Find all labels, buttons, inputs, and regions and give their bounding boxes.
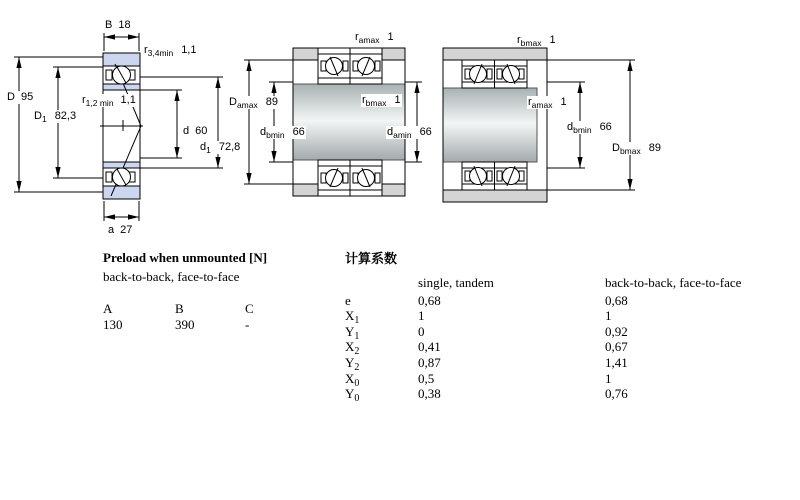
dim-symbol: a bbox=[108, 224, 115, 236]
dim-symbol: d bbox=[387, 126, 394, 138]
dim-value: 27 bbox=[120, 224, 133, 236]
factor-label: $X_0$ bbox=[345, 370, 360, 389]
dim-label-dbmin-2: $d_{bmin}$ 66 bbox=[567, 121, 612, 135]
factor-label: $Y_0$ bbox=[345, 386, 360, 405]
dim-label-D1: $D_1$ 82,3 bbox=[34, 110, 77, 124]
dim-value: 1 bbox=[394, 94, 401, 106]
bearing-pair-bottom bbox=[318, 160, 382, 196]
dim-value: 95 bbox=[20, 91, 34, 103]
housing-block bbox=[382, 48, 405, 60]
factor-value: 0,67 bbox=[605, 339, 628, 355]
column-header: B bbox=[175, 301, 184, 316]
dim-value: 1,1 bbox=[120, 94, 136, 106]
dim-label-d bbox=[182, 125, 208, 138]
dim-value: 1 bbox=[549, 34, 556, 46]
factor-label: e bbox=[345, 292, 351, 308]
dim-value: 82,3 bbox=[54, 110, 77, 122]
dim-symbol: d bbox=[567, 121, 574, 133]
dim-symbol: D bbox=[34, 110, 42, 122]
preload-table bbox=[103, 250, 353, 333]
housing-block bbox=[443, 48, 547, 60]
factor-value: 0,68 bbox=[418, 292, 441, 308]
calculation-factors-table bbox=[345, 248, 785, 405]
factors-table-title: 计算系数 bbox=[345, 251, 398, 266]
dim-label-r34: $r_{3,4min}$ 1,1 bbox=[144, 44, 197, 58]
factor-label: $Y_1$ bbox=[345, 323, 360, 342]
dim-label-r12: $r_{1,2 min}$ 1,1 bbox=[82, 94, 136, 108]
dim-label-dbmin: $d_{bmin}$ 66 bbox=[260, 126, 305, 140]
housing-block bbox=[293, 184, 318, 196]
factor-value: 0,38 bbox=[418, 386, 441, 402]
dimension-a bbox=[104, 201, 139, 221]
dim-symbol: B bbox=[105, 19, 113, 31]
factor-value: 1 bbox=[605, 370, 612, 386]
factor-value: 0,5 bbox=[418, 370, 435, 386]
dim-symbol: D bbox=[229, 96, 237, 108]
dim-label-rbmax: $r_{bmax}$ 1 bbox=[362, 94, 401, 108]
factor-label: $X_2$ bbox=[345, 339, 360, 358]
dim-label-damin: $d_{amin}$ 66 bbox=[387, 126, 432, 140]
dim-symbol: r bbox=[528, 96, 532, 108]
dimension-damin bbox=[405, 82, 422, 162]
housing-block bbox=[382, 184, 405, 196]
dim-value: 72,8 bbox=[218, 141, 241, 153]
column-header: C bbox=[245, 301, 254, 316]
factor-value: 1,41 bbox=[605, 354, 628, 370]
dim-label-Dbmax: $D_{bmax}$ 89 bbox=[612, 142, 661, 156]
factor-value: 0 bbox=[418, 323, 425, 339]
dim-value: 66 bbox=[599, 121, 612, 133]
dim-value: 1 bbox=[387, 31, 394, 43]
dim-value: 89 bbox=[265, 96, 278, 108]
dim-value: 66 bbox=[292, 126, 305, 138]
preload-value: 130 bbox=[103, 317, 123, 332]
dim-value: 66 bbox=[419, 126, 432, 138]
dim-label-Damax: $D_{amax}$ 89 bbox=[229, 96, 278, 110]
dim-label-a bbox=[107, 224, 133, 237]
dim-value: 1 bbox=[560, 96, 567, 108]
dimension-B bbox=[104, 33, 139, 51]
factor-value: 1 bbox=[605, 308, 612, 324]
housing-block bbox=[443, 190, 547, 202]
bearing-pair-bottom bbox=[462, 162, 527, 190]
dim-symbol: r bbox=[144, 44, 148, 56]
dim-value: 60 bbox=[195, 125, 208, 137]
factor-value: 0,92 bbox=[605, 323, 628, 339]
column-header: single, tandem bbox=[418, 275, 494, 290]
factor-label: $Y_2$ bbox=[345, 354, 360, 373]
dim-label-ramax-2: $r_{amax}$ 1 bbox=[528, 96, 567, 110]
preload-table-grid bbox=[103, 301, 353, 333]
spacer-cell bbox=[345, 275, 418, 291]
bearing-technical-drawing bbox=[0, 0, 800, 245]
dim-label-ramax: $r_{amax}$ 1 bbox=[355, 31, 394, 45]
column-header: A bbox=[103, 301, 113, 316]
dim-symbol: r bbox=[82, 94, 86, 106]
factor-value: 0,68 bbox=[605, 292, 628, 308]
dimension-Damax bbox=[244, 60, 293, 184]
dim-label-B bbox=[104, 19, 132, 32]
shaft bbox=[443, 88, 537, 162]
dim-label-rbmax-2: $r_{bmax}$ 1 bbox=[517, 34, 556, 48]
housing-block bbox=[293, 48, 318, 60]
dim-value: 18 bbox=[118, 19, 131, 31]
dim-value: 1,1 bbox=[181, 44, 197, 56]
dim-symbol: r bbox=[362, 94, 366, 106]
dim-symbol: D bbox=[612, 142, 620, 154]
factor-value: 0,87 bbox=[418, 354, 441, 370]
bearing-lower-section bbox=[103, 126, 141, 199]
preload-table-title: Preload when unmounted [N] bbox=[103, 250, 268, 265]
bearing-pair-top bbox=[462, 60, 527, 88]
dim-symbol: d bbox=[183, 125, 190, 137]
dimension-dbmin bbox=[269, 82, 293, 162]
dim-label-D bbox=[6, 91, 34, 104]
dim-symbol: r bbox=[355, 31, 359, 43]
bearing-upper-section bbox=[103, 53, 141, 126]
dim-label-d1: $d_1$ 72,8 bbox=[200, 141, 241, 155]
preload-value: 390 bbox=[175, 317, 195, 332]
factor-value: 0,41 bbox=[418, 339, 441, 355]
dim-symbol: d bbox=[260, 126, 267, 138]
dim-value: 89 bbox=[648, 142, 661, 154]
mounting-diagram-a bbox=[244, 48, 422, 196]
bearing-pair-top bbox=[318, 48, 382, 84]
preload-value: - bbox=[245, 317, 250, 332]
preload-table-subtitle: back-to-back, face-to-face bbox=[103, 269, 240, 284]
factor-label: $X_1$ bbox=[345, 308, 360, 327]
dim-symbol: D bbox=[7, 91, 15, 103]
column-header: back-to-back, face-to-face bbox=[605, 275, 742, 290]
dimension-d bbox=[140, 90, 182, 158]
factors-table-grid bbox=[345, 275, 785, 405]
factor-value: 0,76 bbox=[605, 386, 628, 402]
dim-symbol: d bbox=[200, 141, 207, 153]
factor-value: 1 bbox=[418, 308, 425, 324]
dim-symbol: r bbox=[517, 34, 521, 46]
